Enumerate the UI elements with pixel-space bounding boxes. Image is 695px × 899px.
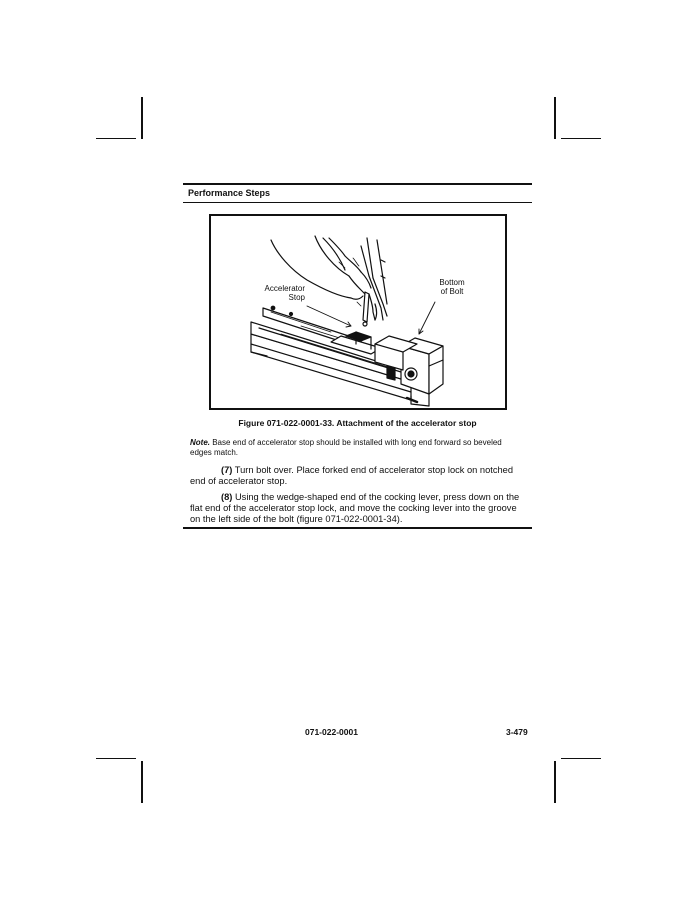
section-rule-bottom [183, 202, 532, 203]
bolt-illustration [211, 216, 505, 408]
note-lead: Note. [190, 438, 210, 447]
crop-mark-bottom-right-vertical [554, 761, 556, 803]
step-8 [190, 492, 525, 525]
step-7-text: Turn bolt over. Place forked end of accelerator stop lock on notched end of accelerator stop. [190, 465, 513, 486]
footer-page-number: 3-479 [506, 727, 528, 737]
step-7 [190, 465, 525, 487]
step-8-text: Using the wedge-shaped end of the cocking lever, press down on the flat end of the accelerator stop lock, and move the cocking lever into the groove on the left side of the bolt (figure 071-022-0001-34). [190, 492, 520, 524]
section-title: Performance Steps [188, 188, 271, 198]
crop-mark-bottom-left-vertical [141, 761, 143, 803]
section-rule-top [183, 183, 532, 185]
crop-mark-top-right-horizontal [561, 138, 601, 139]
footer-task-code: 071-022-0001 [305, 727, 358, 737]
crop-mark-bottom-right-horizontal [561, 758, 601, 759]
note [190, 438, 520, 458]
note-text: Base end of accelerator stop should be installed with long end forward so beveled edges match. [190, 438, 502, 457]
crop-mark-top-left-vertical [141, 97, 143, 139]
label-accelerator-stop: Accelerator Stop [264, 284, 305, 302]
figure-frame [209, 214, 507, 410]
crop-mark-top-right-vertical [554, 97, 556, 139]
step-8-number: (8) [221, 492, 233, 502]
crop-mark-top-left-horizontal [96, 138, 136, 139]
section-end-rule [183, 527, 532, 529]
figure-caption: Figure 071-022-0001-33. Attachment of the accelerator stop [238, 418, 477, 428]
label-bottom-of-bolt: Bottom of Bolt [439, 278, 465, 296]
step-7-number: (7) [221, 465, 233, 475]
crop-mark-bottom-left-horizontal [96, 758, 136, 759]
